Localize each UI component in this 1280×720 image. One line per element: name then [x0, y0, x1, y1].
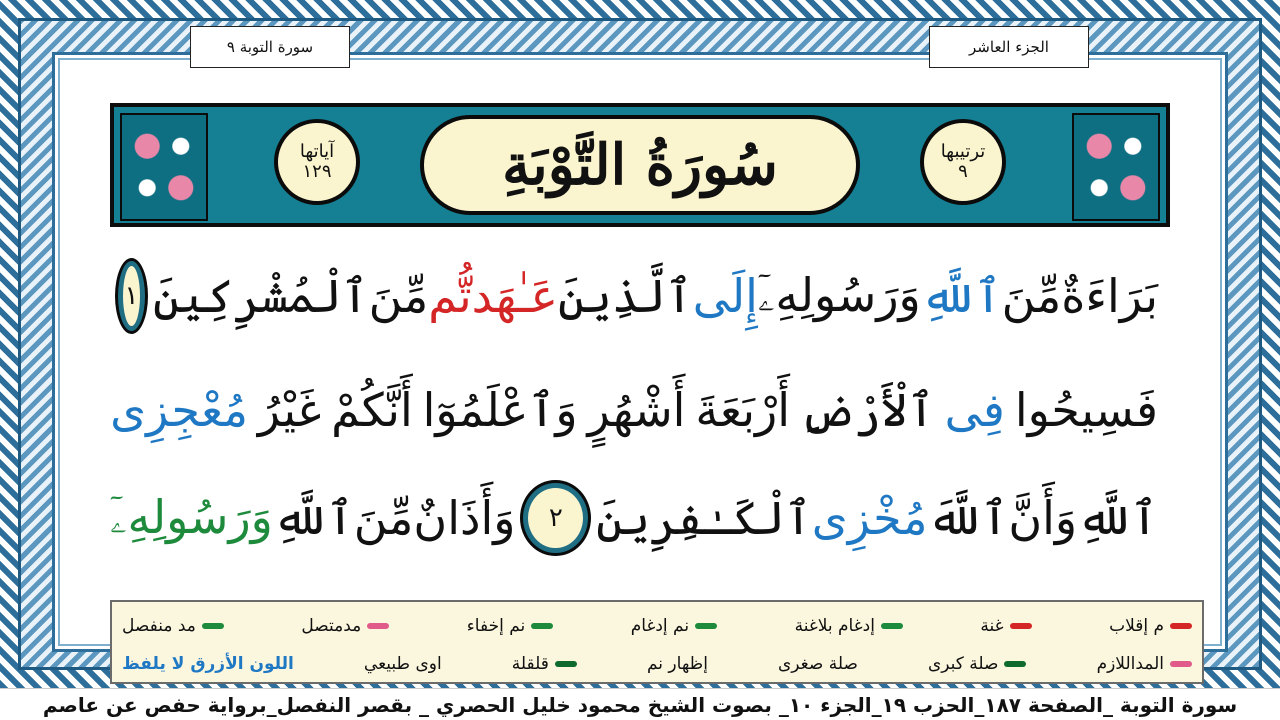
word: وَأَنَّ	[1008, 491, 1078, 545]
legend-label: مدمتصل	[301, 616, 362, 636]
legend-madd-tabii	[364, 654, 442, 674]
legend-label: نم إدغام	[630, 616, 690, 636]
word: غَيْرُ	[257, 383, 322, 437]
legend-izhar	[647, 654, 708, 674]
word: ٱللَّهِ	[272, 491, 354, 545]
word: عَـٰهَدتُّم	[428, 269, 558, 323]
word: أَنَّكُمْ	[331, 383, 413, 437]
green-swatch-icon	[881, 623, 903, 629]
word: أَرْبَعَةَ	[695, 383, 791, 437]
legend-label: م إقلاب	[1109, 616, 1164, 636]
legend-sila-kubra	[928, 654, 1027, 674]
ayah-marker-2: ٢	[523, 483, 588, 553]
surah-order-label: ترتيبها	[940, 141, 986, 162]
legend-label: إظهار نم	[646, 654, 708, 674]
legend-label: صلة صغرى	[778, 654, 858, 674]
legend-label: نم إخفاء	[466, 616, 526, 636]
legend-sila-sughra	[778, 654, 858, 674]
pink-swatch-icon	[367, 623, 389, 629]
pink-swatch-icon	[1170, 661, 1192, 667]
word: مِّنَ	[1001, 269, 1062, 323]
word: ٱللَّهِ	[1077, 491, 1158, 545]
green-swatch-icon	[202, 623, 224, 629]
video-caption-bar: سورة التوبة _الصفحة ١٨٧_الحزب ١٩_الجزء ١٠_ بصوت الشيخ محمود خليل الحصري _ بقصر النفصل_برواية حفص عن عاصم	[0, 688, 1280, 720]
word: أَشْهُرٍ	[587, 383, 686, 437]
word: وَرَسُولِهِۦٓ	[110, 490, 273, 544]
word: ٱللَّهِ	[920, 269, 1002, 323]
word: ٱلْأَرْضِ	[799, 383, 935, 437]
word: بَرَاءَةٌ	[1061, 269, 1158, 323]
verse-count-label: آياتها	[299, 141, 335, 162]
legend-row-2	[122, 646, 1192, 682]
green-swatch-icon	[531, 623, 553, 629]
word: ٱلْمُشْرِكِينَ	[152, 269, 369, 323]
surah-label: سورة التوبة ٩	[190, 26, 350, 68]
legend-label: غنة	[980, 616, 1004, 636]
word: ٱللَّهَ	[927, 491, 1009, 545]
word: فَسِيحُوا	[1014, 383, 1158, 437]
legend-madd-muttasil	[301, 616, 389, 636]
surah-title-cartouche	[420, 115, 860, 215]
verse-line-2	[110, 370, 1158, 450]
word: ٱلْكَـٰفِرِينَ	[596, 491, 812, 545]
legend-label: قلقلة	[511, 654, 549, 674]
ornament-left-icon	[120, 113, 208, 221]
red-swatch-icon	[1010, 623, 1032, 629]
word: وَٱعْلَمُوٓا	[422, 383, 578, 437]
word: ٱلَّذِينَ	[557, 269, 693, 323]
surah-header-banner	[110, 103, 1170, 227]
verse-line-3	[110, 478, 1158, 558]
word: وَرَسُولِهِۦٓ	[757, 268, 921, 322]
word: مُخْزِى	[811, 491, 928, 545]
legend-blue-note: اللون الأزرق لا يلفظ	[122, 654, 294, 674]
red-swatch-icon	[1170, 623, 1192, 629]
legend-row-1	[122, 608, 1192, 644]
legend-label: اوى طبيعي	[363, 654, 442, 674]
dark-green-swatch-icon	[555, 661, 577, 667]
surah-title: سُورَةُ التَّوْبَةِ	[502, 132, 778, 198]
dark-green-swatch-icon	[1004, 661, 1026, 667]
surah-order-medallion	[920, 119, 1006, 205]
word: وَأَذَانٌ	[413, 491, 516, 545]
legend-label: صلة كبرى	[927, 654, 999, 674]
verse-count-value: ١٢٩	[302, 161, 332, 182]
ornament-right-icon	[1072, 113, 1160, 221]
surah-order-value: ٩	[958, 161, 968, 182]
legend-label: مد منفصل	[122, 616, 196, 636]
legend-iqlab	[1109, 616, 1192, 636]
legend-idgham-no-ghunna	[795, 616, 903, 636]
legend-label: إدغام بلاغنة	[794, 616, 875, 636]
legend-label: المداللازم	[1096, 654, 1164, 674]
word: مُعْجِزِى	[110, 383, 248, 437]
word: إِلَى	[692, 269, 758, 323]
ayah-marker-1: ١	[118, 261, 145, 331]
tajweed-legend	[110, 600, 1204, 684]
juz-label: الجزء العاشر	[929, 26, 1089, 68]
legend-madd-lazim	[1097, 654, 1192, 674]
word: مِّنَ	[368, 269, 429, 323]
legend-idgham	[631, 616, 717, 636]
legend-ikhfa	[467, 616, 553, 636]
verse-count-medallion	[274, 119, 360, 205]
legend-qalqala	[512, 654, 577, 674]
word: مِّنَ	[353, 491, 414, 545]
green-swatch-icon	[695, 623, 717, 629]
legend-madd-munfasil	[122, 616, 224, 636]
word: فِى	[944, 383, 1005, 437]
legend-ghunna	[980, 616, 1031, 636]
verse-line-1	[110, 256, 1158, 336]
